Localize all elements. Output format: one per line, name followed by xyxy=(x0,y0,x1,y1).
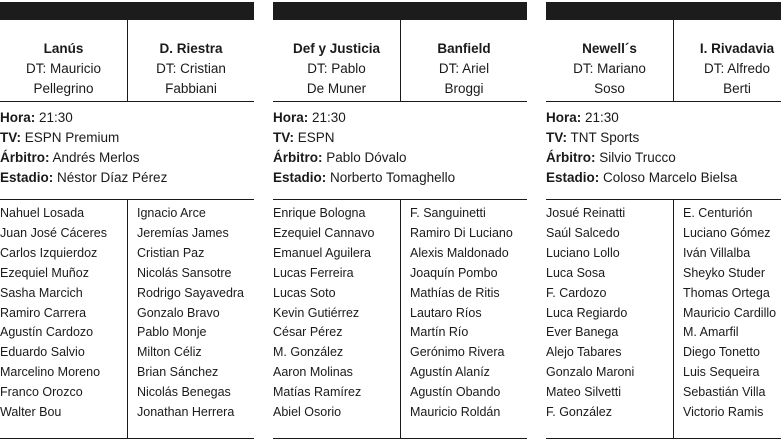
player-name: Juan José Cáceres xyxy=(0,225,108,240)
player-name: Thomas Ortega xyxy=(683,285,770,300)
player-name: Cristian Paz xyxy=(137,245,205,260)
player-name: Iván Villalba xyxy=(683,245,751,260)
hora-line xyxy=(273,108,527,128)
match-card xyxy=(546,2,781,439)
player-name: Matías Ramírez xyxy=(273,385,362,400)
coach-line: DT: Mariano xyxy=(573,61,646,76)
referee-line xyxy=(546,148,781,168)
player-name: Josué Reinatti xyxy=(546,206,626,220)
coach-line: DT: Mauricio xyxy=(25,61,101,76)
player-name: F. Cardozo xyxy=(546,285,607,300)
player-name: M. Amarfil xyxy=(683,325,739,340)
home-players-list xyxy=(273,200,400,438)
player-name: Agustín Obando xyxy=(410,385,501,400)
stadium-line-label: Estadio: xyxy=(546,170,600,185)
player-name: Lucas Soto xyxy=(273,285,336,300)
player-name: Eduardo Salvio xyxy=(0,345,85,360)
home-players-list xyxy=(0,200,127,438)
away-team xyxy=(127,20,254,101)
tv-line-label: TV: xyxy=(273,130,295,145)
referee-line-label: Árbitro: xyxy=(0,150,50,165)
lineups xyxy=(0,200,254,439)
player-name: Walter Bou xyxy=(0,405,62,420)
match-info xyxy=(0,102,254,200)
player-name: F. González xyxy=(546,405,613,420)
teams-row xyxy=(273,20,527,102)
player-name: Ramiro Di Luciano xyxy=(410,225,513,240)
player-name: Brian Sánchez xyxy=(137,365,219,380)
player-name: César Pérez xyxy=(273,325,343,340)
player-name: Mathías de Ritis xyxy=(410,285,500,300)
away-team xyxy=(400,20,527,101)
hora-line-value: 21:30 xyxy=(39,110,73,125)
referee-line-value: Silvio Trucco xyxy=(599,150,676,165)
player-name: E. Centurión xyxy=(683,206,753,220)
player-name: Gerónimo Rivera xyxy=(410,345,505,360)
player-name: Mauricio Roldán xyxy=(410,405,501,420)
player-name: Milton Céliz xyxy=(137,345,202,360)
referee-line-value: Andrés Merlos xyxy=(52,150,140,165)
player-name: Luca Sosa xyxy=(546,265,606,280)
player-name: Sasha Marcich xyxy=(0,285,83,300)
player-name: Nahuel Losada xyxy=(0,206,85,220)
player-name: Carlos Izquierdoz xyxy=(0,245,98,260)
coach-line: DT: Alfredo xyxy=(703,61,771,76)
teams-row xyxy=(0,20,254,102)
player-name: M. González xyxy=(273,345,344,360)
tv-line-value: ESPN xyxy=(297,130,335,145)
referee-line xyxy=(0,148,254,168)
team-name: Def y Justicia xyxy=(292,41,381,56)
tv-line-value: TNT Sports xyxy=(570,130,640,145)
stadium-line-label: Estadio: xyxy=(273,170,327,185)
away-players-list xyxy=(400,200,527,438)
player-name: Jonathan Herrera xyxy=(137,405,235,420)
player-name: Victorio Ramis xyxy=(683,405,764,420)
away-players-list xyxy=(673,200,781,438)
coach-line: De Muner xyxy=(306,81,367,96)
match-card xyxy=(273,2,527,439)
referee-line xyxy=(273,148,527,168)
team-name: D. Riestra xyxy=(159,41,223,56)
player-name: Gonzalo Maroni xyxy=(546,365,635,380)
player-name: Joaquín Pombo xyxy=(410,265,498,280)
player-name: Ignacio Arce xyxy=(137,206,206,220)
player-name: F. Sanguinetti xyxy=(410,206,486,220)
player-name: Sebastián Villa xyxy=(683,385,766,400)
player-name: Ezequiel Cannavo xyxy=(273,225,375,240)
coach-line: Broggi xyxy=(444,81,484,96)
player-name: Pablo Monje xyxy=(137,325,207,340)
home-players-list xyxy=(546,200,673,438)
player-name: Marcelino Moreno xyxy=(0,365,101,380)
teams-row xyxy=(546,20,781,102)
coach-line: DT: Pablo xyxy=(307,61,366,76)
tv-line xyxy=(273,128,527,148)
player-name: Jeremías James xyxy=(137,225,229,240)
stadium-line xyxy=(546,168,781,188)
referee-line-label: Árbitro: xyxy=(546,150,596,165)
stadium-line-value: Néstor Díaz Pérez xyxy=(57,170,168,185)
home-team xyxy=(273,20,400,101)
team-name: I. Rivadavia xyxy=(699,41,775,56)
player-name: Agustín Alaníz xyxy=(410,365,490,380)
stadium-line-value: Coloso Marcelo Bielsa xyxy=(603,170,738,185)
player-name: Sheyko Studer xyxy=(683,265,765,280)
player-name: Luis Sequeira xyxy=(683,365,760,380)
player-name: Nicolás Sansotre xyxy=(137,265,232,280)
stadium-line xyxy=(273,168,527,188)
home-team xyxy=(0,20,127,101)
team-name: Lanús xyxy=(43,41,84,56)
player-name: Enrique Bologna xyxy=(273,206,366,220)
player-name: Franco Orozco xyxy=(0,385,83,400)
player-name: Lucas Ferreira xyxy=(273,265,354,280)
hora-line xyxy=(546,108,781,128)
coach-line: DT: Cristian xyxy=(156,61,226,76)
player-name: Ezequiel Muñoz xyxy=(0,265,89,280)
away-team xyxy=(673,20,781,101)
away-players-list xyxy=(127,200,254,438)
player-name: Alexis Maldonado xyxy=(410,245,509,260)
hora-line-value: 21:30 xyxy=(312,110,346,125)
lineups xyxy=(546,200,781,439)
player-name: Gonzalo Bravo xyxy=(137,305,220,320)
team-name: Banfield xyxy=(437,41,491,56)
referee-line-value: Pablo Dóvalo xyxy=(326,150,407,165)
player-name: Abiel Osorio xyxy=(273,405,342,420)
lineups xyxy=(273,200,527,439)
hora-line xyxy=(0,108,254,128)
player-name: Luciano Gómez xyxy=(683,225,771,240)
coach-line: Soso xyxy=(594,81,625,96)
player-name: Alejo Tabares xyxy=(546,345,622,360)
player-name: Martín Río xyxy=(410,325,469,340)
stadium-line-label: Estadio: xyxy=(0,170,54,185)
stadium-line-value: Norberto Tomaghello xyxy=(330,170,456,185)
player-name: Rodrigo Sayavedra xyxy=(137,285,245,300)
match-card xyxy=(0,2,254,439)
match-info xyxy=(546,102,781,200)
hora-line-label: Hora: xyxy=(0,110,36,125)
tv-line-label: TV: xyxy=(0,130,22,145)
hora-line-label: Hora: xyxy=(273,110,309,125)
player-name: Agustín Cardozo xyxy=(0,325,94,340)
player-name: Emanuel Aguilera xyxy=(273,245,371,260)
player-name: Aaron Molinas xyxy=(273,365,353,380)
team-name: Newell´s xyxy=(582,41,637,56)
coach-line: Pellegrino xyxy=(33,81,94,96)
coach-line: Berti xyxy=(723,81,751,96)
player-name: Mauricio Cardillo xyxy=(683,305,777,320)
player-name: Ramiro Carrera xyxy=(0,305,87,320)
home-team xyxy=(546,20,673,101)
tv-line xyxy=(0,128,254,148)
player-name: Nicolás Benegas xyxy=(137,385,231,400)
player-name: Ever Banega xyxy=(546,325,619,340)
match-info xyxy=(273,102,527,200)
player-name: Luca Regiardo xyxy=(546,305,628,320)
player-name: Luciano Lollo xyxy=(546,245,620,260)
tv-line-label: TV: xyxy=(546,130,568,145)
hora-line-value: 21:30 xyxy=(585,110,619,125)
header-bar xyxy=(546,2,781,20)
player-name: Mateo Silvetti xyxy=(546,385,622,400)
tv-line xyxy=(546,128,781,148)
coach-line: DT: Ariel xyxy=(438,61,490,76)
stadium-line xyxy=(0,168,254,188)
referee-line-label: Árbitro: xyxy=(273,150,323,165)
player-name: Kevin Gutiérrez xyxy=(273,305,360,320)
header-bar xyxy=(0,2,254,20)
coach-line: Fabbiani xyxy=(165,81,217,96)
player-name: Lautaro Ríos xyxy=(410,305,482,320)
tv-line-value: ESPN Premium xyxy=(24,130,120,145)
player-name: Saúl Salcedo xyxy=(546,225,620,240)
header-bar xyxy=(273,2,527,20)
hora-line-label: Hora: xyxy=(546,110,582,125)
player-name: Diego Tonetto xyxy=(683,345,760,360)
